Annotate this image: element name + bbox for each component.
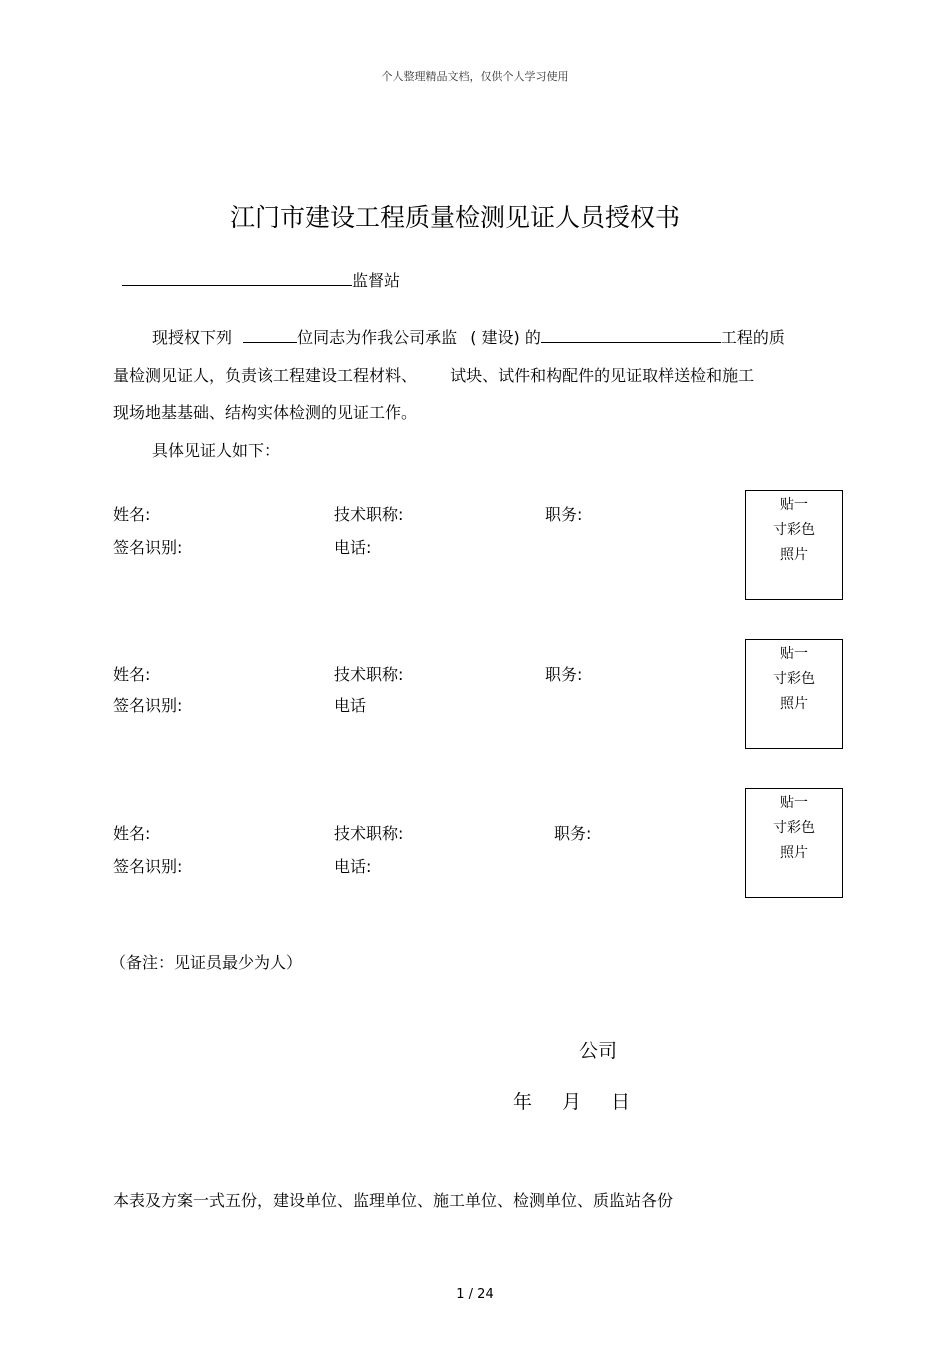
date-month: 月 [562, 1091, 582, 1113]
paragraph-line-3: 现场地基基础、结构实体检测的见证工作。 [113, 403, 418, 422]
station-blank[interactable] [122, 269, 352, 286]
photo-text-1: 贴一 [780, 795, 808, 811]
header-note: 个人整理精品文档，仅供个人学习使用 [381, 70, 569, 83]
paragraph-line1-c: ( 建设) 的 [470, 328, 541, 347]
photo-text-1: 贴一 [780, 497, 808, 513]
photo-text-2: 寸彩色 [773, 671, 815, 687]
signature-label: 签名识别: [113, 857, 183, 876]
photo-placeholder[interactable] [745, 788, 843, 898]
phone-label: 电话: [334, 857, 372, 876]
photo-placeholder[interactable] [745, 639, 843, 749]
paragraph-line1-d: 工程的质 [720, 328, 785, 347]
date-year: 年 [513, 1091, 533, 1113]
phone-label: 电话: [334, 538, 372, 557]
remark: （备注：见证员最少为人） [110, 953, 303, 972]
photo-text-2: 寸彩色 [773, 820, 815, 836]
witness-intro: 具体见证人如下： [152, 441, 281, 460]
signature-label: 签名识别: [113, 696, 183, 715]
position-label: 职务: [554, 824, 592, 843]
paragraph-line1-b: 位同志为作我公司承监 [297, 328, 458, 347]
distribution-note: 本表及方案一式五份，建设单位、监理单位、施工单位、检测单位、质监站各份 [113, 1191, 674, 1210]
name-label: 姓名: [113, 665, 151, 684]
photo-placeholder[interactable] [745, 490, 843, 600]
station-line [122, 268, 400, 291]
count-blank[interactable] [243, 326, 297, 343]
technical-title-label: 技术职称: [334, 665, 404, 684]
paragraph-line1-a: 现授权下列 [152, 328, 233, 347]
company-label: 公司 [579, 1040, 618, 1062]
photo-text-3: 照片 [780, 845, 808, 861]
paragraph-line2-b: 试块、试件和构配件的见证取样送检和施工 [450, 366, 755, 385]
photo-text-2: 寸彩色 [773, 522, 815, 538]
page-number: 1 / 24 [456, 1287, 494, 1302]
signature-label: 签名识别: [113, 538, 183, 557]
photo-text-1: 贴一 [780, 646, 808, 662]
project-blank[interactable] [541, 326, 721, 343]
position-label: 职务: [545, 665, 583, 684]
document-title: 江门市建设工程质量检测见证人员授权书 [229, 203, 680, 232]
name-label: 姓名: [113, 505, 151, 524]
name-label: 姓名: [113, 824, 151, 843]
station-suffix: 监督站 [352, 271, 401, 290]
photo-text-3: 照片 [780, 547, 808, 563]
technical-title-label: 技术职称: [334, 505, 404, 524]
date-day: 日 [611, 1091, 631, 1113]
paragraph-line-2 [113, 363, 754, 386]
phone-label: 电话 [334, 696, 367, 715]
photo-text-3: 照片 [780, 696, 808, 712]
paragraph-line2-a: 量检测见证人，负责该工程建设工程材料、 [113, 366, 418, 385]
date-line [513, 1087, 630, 1114]
position-label: 职务: [545, 505, 583, 524]
paragraph-line-1 [152, 325, 785, 348]
technical-title-label: 技术职称: [334, 824, 404, 843]
